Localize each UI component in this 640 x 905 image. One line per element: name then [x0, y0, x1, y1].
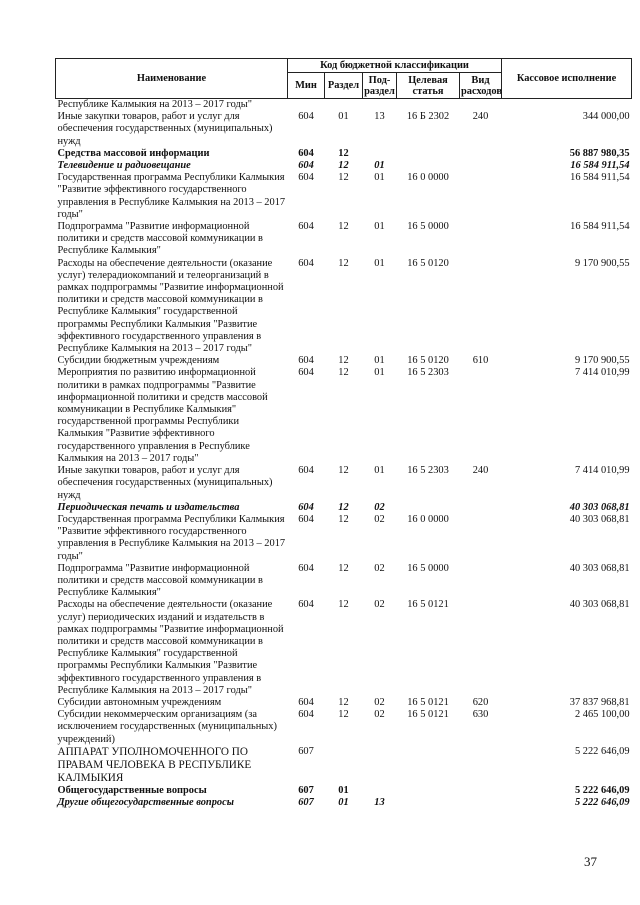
row-amount: 5 222 646,09 — [574, 745, 630, 757]
row-target: 16 0 0000 — [407, 172, 449, 184]
row-section: 12 — [338, 367, 349, 379]
row-amount: 5 222 646,09 — [574, 784, 630, 796]
header-code-group: Код бюджетной классификации — [288, 59, 502, 73]
budget-table — [55, 58, 632, 809]
row-expense-type — [460, 599, 502, 697]
header-target: Целевая статья — [397, 73, 460, 99]
row-name: Подпрограмма "Развитие информационной политики и средств массовой коммуникации в Республике Калмыкия" — [57, 221, 263, 257]
row-amount: 40 303 068,81 — [569, 501, 630, 513]
table-body — [56, 99, 632, 810]
row-min: 604 — [298, 562, 314, 574]
row-target: 16 5 2303 — [407, 367, 449, 379]
table-row — [56, 221, 632, 258]
row-section: 12 — [338, 513, 349, 525]
row-target: 16 5 0120 — [407, 257, 449, 269]
row-target: 16 0 0000 — [407, 513, 449, 525]
row-expense-type — [460, 514, 502, 563]
table-row — [56, 355, 632, 367]
row-min: 604 — [298, 111, 314, 123]
row-subsection — [363, 785, 397, 797]
row-amount: 5 222 646,09 — [574, 796, 630, 808]
row-target: 16 5 0000 — [407, 221, 449, 233]
row-expense-type — [460, 99, 502, 112]
table-row — [56, 99, 632, 112]
row-min: 607 — [298, 745, 314, 757]
row-expense-type: 620 — [472, 696, 489, 708]
row-section: 12 — [338, 599, 349, 611]
row-name: Подпрограмма "Развитие информационной политики и средств массовой коммуникации в Республике Калмыкия" — [57, 562, 263, 599]
row-name: Расходы на обеспечение деятельности (оказание услуг) периодических изданий и издательств в рамках подпрограммы "Развитие информационной политики и средств массовой коммуникации в Республике Калмыкия" государственной программы Республики Калмыкия "Развитие эффективного государственного управления в Республике Калмыкия на 2013 – 2017 годы" — [57, 599, 284, 696]
row-min: 604 — [298, 355, 314, 367]
row-min: 604 — [298, 221, 314, 233]
row-amount: 344 000,00 — [582, 111, 630, 123]
row-name: Периодическая печать и издательства — [57, 501, 240, 513]
row-expense-type: 610 — [472, 355, 489, 367]
table-row — [56, 797, 632, 809]
row-name: Средства массовой информации — [57, 147, 210, 159]
row-target — [397, 746, 460, 785]
table-row — [56, 563, 632, 600]
row-expense-type: 630 — [472, 709, 489, 721]
row-subsection: 02 — [374, 709, 385, 721]
row-expense-type — [460, 148, 502, 160]
header-subsection: Под-раздел — [364, 74, 395, 97]
row-target: 16 5 2303 — [407, 465, 449, 477]
row-amount: 37 837 968,81 — [569, 696, 630, 708]
row-amount: 9 170 900,55 — [574, 355, 630, 367]
row-amount: 7 414 010,99 — [574, 465, 630, 477]
table-row — [56, 785, 632, 797]
row-amount: 40 303 068,81 — [569, 562, 630, 574]
row-target: 16 5 0000 — [407, 562, 449, 574]
row-target — [397, 797, 460, 809]
row-subsection — [363, 746, 397, 785]
row-section: 12 — [338, 709, 349, 721]
row-target: 16 5 0121 — [407, 599, 449, 611]
row-subsection: 01 — [374, 160, 385, 172]
row-subsection: 02 — [374, 696, 385, 708]
row-amount: 7 414 010,99 — [574, 367, 630, 379]
row-subsection: 13 — [374, 796, 385, 808]
header-section: Раздел — [325, 73, 363, 99]
page-number: 37 — [584, 854, 597, 869]
row-target: 16 5 0120 — [407, 355, 449, 367]
row-section: 12 — [338, 147, 349, 159]
row-subsection: 02 — [374, 562, 385, 574]
row-section: 01 — [338, 111, 349, 123]
row-min: 607 — [298, 784, 314, 796]
row-section: 12 — [338, 172, 349, 184]
row-name: Расходы на обеспечение деятельности (оказание услуг) телерадиокомпаний и телеорганизаций в рамках подпрограммы "Развитие информационной политики и средств массовой коммуникации в Республике Калмыкия" государственной программы Республики Калмыкия "Развитие эффективного государственного управления в Республике Калмыкия на 2013 – 2017 годы" — [57, 257, 284, 355]
row-subsection — [363, 99, 397, 112]
row-amount — [502, 99, 632, 112]
row-min: 604 — [298, 465, 314, 477]
header-expense-type: Вид расходов — [461, 74, 502, 97]
row-expense-type — [460, 367, 502, 465]
row-target — [397, 502, 460, 514]
row-min — [288, 99, 325, 112]
row-subsection: 02 — [374, 501, 385, 513]
header-execution: Кассовое исполнение — [502, 59, 632, 99]
row-name: Субсидии некоммерческим организациям (за исключением государственных (муниципальных) учреждений) — [57, 709, 277, 745]
row-amount: 9 170 900,55 — [574, 257, 630, 269]
row-name: Субсидии бюджетным учреждениям — [57, 355, 220, 367]
table-row — [56, 709, 632, 746]
row-section: 12 — [338, 257, 349, 269]
row-name: АППАРАТ УПОЛНОМОЧЕННОГО ПО ПРАВАМ ЧЕЛОВЕКА В РЕСПУБЛИКЕ КАЛМЫКИЯ — [57, 745, 252, 784]
row-name: Государственная программа Республики Калмыкия "Развитие эффективного государственного управления в Республике Калмыкия на 2013 – 2017 годы" — [57, 172, 286, 220]
row-expense-type — [460, 563, 502, 600]
row-subsection: 01 — [374, 355, 385, 367]
table-row — [56, 172, 632, 221]
row-section: 12 — [338, 501, 349, 513]
table-row — [56, 258, 632, 356]
row-expense-type — [460, 172, 502, 221]
row-min: 604 — [298, 513, 314, 525]
row-section: 12 — [338, 465, 349, 477]
row-min: 604 — [298, 709, 314, 721]
row-section: 12 — [338, 562, 349, 574]
row-min: 604 — [298, 257, 314, 269]
row-amount: 16 584 911,54 — [570, 172, 630, 184]
row-subsection: 01 — [374, 367, 385, 379]
row-expense-type — [460, 502, 502, 514]
row-section: 12 — [338, 160, 349, 172]
row-section — [325, 746, 363, 785]
row-target: 16 Б 2302 — [406, 111, 450, 123]
table-header — [56, 59, 632, 99]
row-name: Субсидии автономным учреждениям — [57, 696, 222, 708]
table-row — [56, 746, 632, 785]
row-min: 604 — [298, 172, 314, 184]
row-name: Мероприятия по развитию информационной политики в рамках подпрограммы "Развитие информационной политики и средств массовой коммуникации в Республике Калмыкия" государственной программы Республики Калмыкия "Развитие эффективного государственного управления в Республике Калмыкия на 2013 – 2017 годы" — [57, 367, 268, 464]
row-amount: 2 465 100,00 — [574, 709, 630, 721]
row-name: Телевидение и радиовещание — [57, 160, 191, 172]
row-expense-type — [460, 221, 502, 258]
table-row — [56, 502, 632, 514]
table-row — [56, 697, 632, 709]
row-min: 604 — [298, 367, 314, 379]
row-amount: 56 887 980,35 — [569, 147, 630, 159]
table-row — [56, 148, 632, 160]
row-name: Государственная программа Республики Калмыкия "Развитие эффективного государственного управления в Республике Калмыкия на 2013 – 2017 годы" — [57, 513, 286, 562]
row-expense-type — [460, 797, 502, 809]
row-expense-type — [460, 785, 502, 797]
row-subsection: 01 — [374, 172, 385, 184]
row-section — [325, 99, 363, 112]
row-min: 604 — [298, 696, 314, 708]
table-row — [56, 514, 632, 563]
row-min: 604 — [298, 501, 314, 513]
row-subsection — [363, 148, 397, 160]
row-amount: 40 303 068,81 — [569, 513, 630, 525]
header-min: Мин — [288, 73, 325, 99]
row-section: 01 — [338, 796, 349, 808]
table-row — [56, 465, 632, 502]
row-subsection: 01 — [374, 257, 385, 269]
row-name: Иные закупки товаров, работ и услуг для обеспечения государственных (муниципальных) нужд — [57, 111, 273, 147]
row-name: Общегосударственные вопросы — [57, 784, 207, 796]
row-subsection: 13 — [374, 111, 385, 123]
row-subsection: 01 — [374, 465, 385, 477]
row-target: 16 5 0121 — [407, 696, 449, 708]
row-target: 16 5 0121 — [407, 709, 449, 721]
row-name: Иные закупки товаров, работ и услуг для обеспечения государственных (муниципальных) нужд — [57, 465, 273, 501]
row-min: 604 — [298, 160, 314, 172]
row-name: Республике Калмыкия на 2013 – 2017 годы" — [57, 99, 252, 110]
row-expense-type: 240 — [472, 111, 489, 123]
row-expense-type — [460, 258, 502, 356]
row-target — [397, 785, 460, 797]
row-target — [397, 99, 460, 112]
row-min: 604 — [298, 147, 314, 159]
row-name: Другие общегосударственные вопросы — [57, 796, 234, 808]
row-subsection: 01 — [374, 221, 385, 233]
table-row — [56, 160, 632, 172]
row-min: 607 — [298, 796, 314, 808]
row-expense-type — [460, 746, 502, 785]
row-section: 12 — [338, 696, 349, 708]
row-expense-type — [460, 160, 502, 172]
row-amount: 40 303 068,81 — [569, 599, 630, 611]
table-row — [56, 367, 632, 465]
row-amount: 16 584 911,54 — [570, 160, 630, 172]
table-row — [56, 111, 632, 148]
row-amount: 16 584 911,54 — [570, 221, 630, 233]
header-name: Наименование — [56, 59, 288, 99]
row-target — [397, 160, 460, 172]
row-expense-type: 240 — [472, 465, 489, 477]
row-subsection: 02 — [374, 513, 385, 525]
row-subsection: 02 — [374, 599, 385, 611]
row-section: 01 — [338, 784, 349, 796]
row-section: 12 — [338, 221, 349, 233]
row-target — [397, 148, 460, 160]
row-min: 604 — [298, 599, 314, 611]
table-row — [56, 599, 632, 697]
row-section: 12 — [338, 355, 349, 367]
